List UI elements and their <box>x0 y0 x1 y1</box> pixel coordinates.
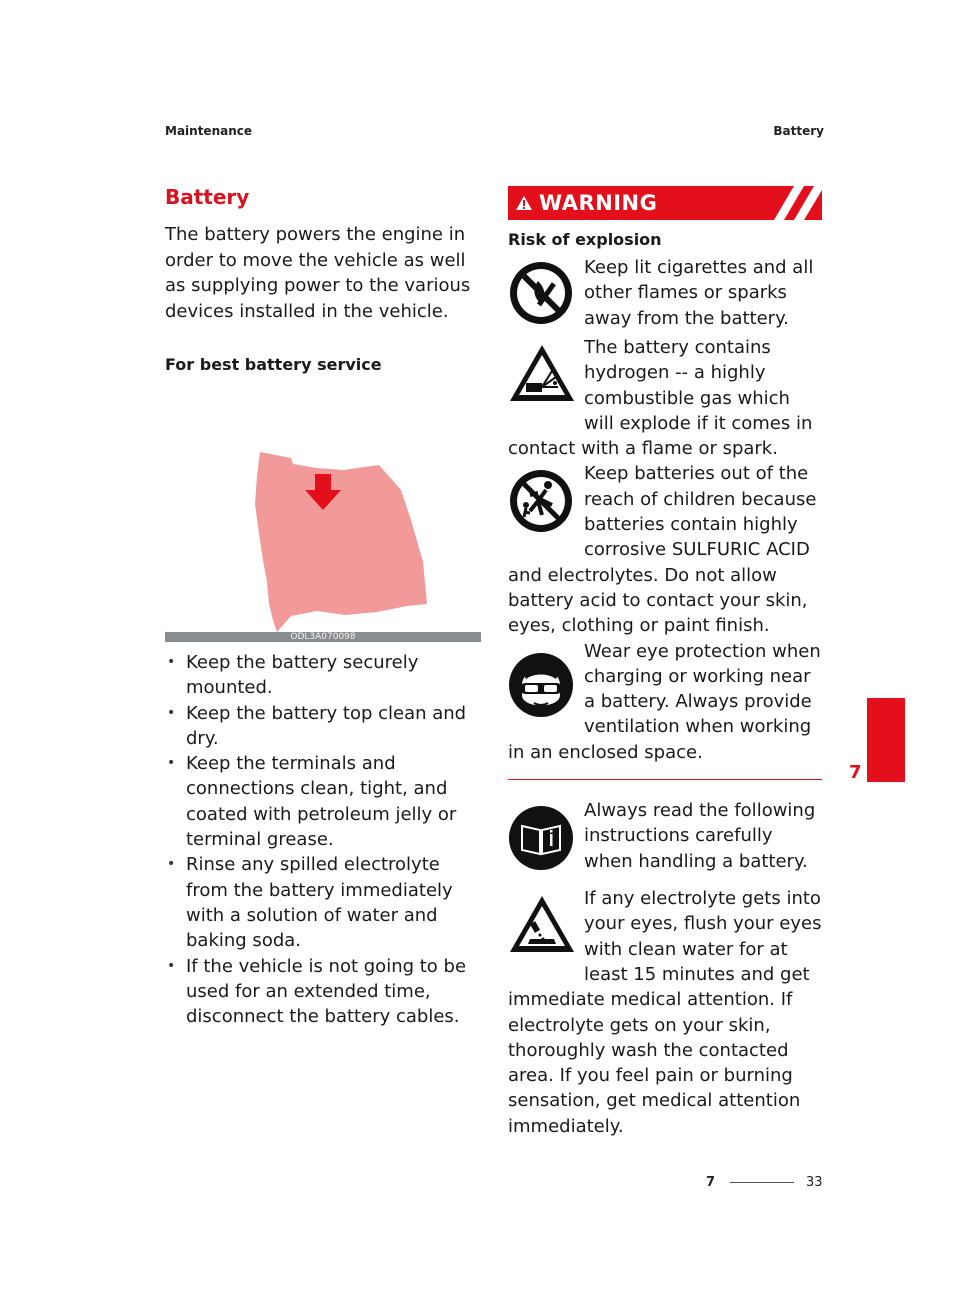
warning-text: Keep batteries out of the reach of children because batteries contain highly corrosive SULFURIC ACID and electrolytes. Do not allow battery acid to contact your skin, eyes, clothing or paint finish. <box>508 463 817 637</box>
warning-item-no-flame <box>508 255 822 335</box>
keep-children-away-icon <box>508 467 578 539</box>
engine-bay-illustration <box>165 440 481 632</box>
warning-triangle-icon <box>515 195 533 211</box>
info-text: Always read the following instructions carefully when handling a battery. <box>584 800 816 872</box>
corrosive-warning-icon <box>508 892 578 964</box>
running-header-right: Battery <box>773 124 824 138</box>
warning-item-explosion <box>508 335 822 461</box>
warning-column <box>508 186 822 1139</box>
left-column <box>165 184 481 377</box>
subheading: For best battery service <box>165 355 382 374</box>
warning-banner <box>508 186 822 220</box>
list-item: • Keep the battery top clean and dry. <box>165 701 485 752</box>
warning-text: Keep lit cigarettes and all other flames or sparks away from the battery. <box>584 257 814 329</box>
figure-code: ODL3A070098 <box>290 632 356 642</box>
chapter-tab <box>867 698 905 782</box>
battery-location-figure <box>165 440 481 642</box>
warning-end-rule <box>508 779 822 780</box>
no-flame-icon <box>508 261 578 333</box>
list-item: • Rinse any spilled electrolyte from the battery immediately with a solution of water and baking soda. <box>165 852 485 953</box>
info-item-read-manual <box>508 798 822 878</box>
intro-paragraph: The battery powers the engine in order to move the vehicle as well as supplying power to the various devices installed in the vehicle. <box>165 224 471 322</box>
section-title: Battery <box>165 185 250 209</box>
running-header-left: Maintenance <box>165 124 253 138</box>
footer-chapter: 7 <box>706 1175 716 1190</box>
engine-bay-shape <box>255 452 427 632</box>
risk-heading: Risk of explosion <box>508 230 662 249</box>
battery-tips-list <box>165 650 485 1029</box>
warning-text: The battery contains hydrogen -- a highly combustible gas which will explode if it comes in contact with a flame or spark. <box>508 337 813 460</box>
eye-protection-icon <box>508 645 578 717</box>
info-item-corrosive <box>508 886 822 1139</box>
list-item: • If the vehicle is not going to be used for an extended time, disconnect the battery cables. <box>165 954 485 1030</box>
info-text: If any electrolyte gets into your eyes, flush your eyes with clean water for at least 15 minutes and get immediate medical attention. If electrolyte gets on your skin, thoroughly wash the contacted area. If you feel pain or burning sensation, get medical attention immediately. <box>508 888 822 1137</box>
list-item: • Keep the battery securely mounted. <box>165 650 485 701</box>
read-manual-icon <box>508 804 578 876</box>
footer-page-number: 33 <box>806 1175 823 1190</box>
warning-item-children <box>508 461 822 638</box>
footer-divider <box>730 1182 794 1183</box>
warning-text: Wear eye protection when charging or working near a battery. Always provide ventilation when working in an enclosed space. <box>508 640 821 763</box>
list-item: • Keep the terminals and connections clean, tight, and coated with petroleum jelly or terminal grease. <box>165 751 485 852</box>
chapter-tab-number: 7 <box>849 762 862 783</box>
warning-stripes-icon <box>772 186 822 220</box>
explosion-warning-icon <box>508 341 578 413</box>
warning-item-eye-protection <box>508 639 822 765</box>
warning-label: WARNING <box>539 191 658 215</box>
